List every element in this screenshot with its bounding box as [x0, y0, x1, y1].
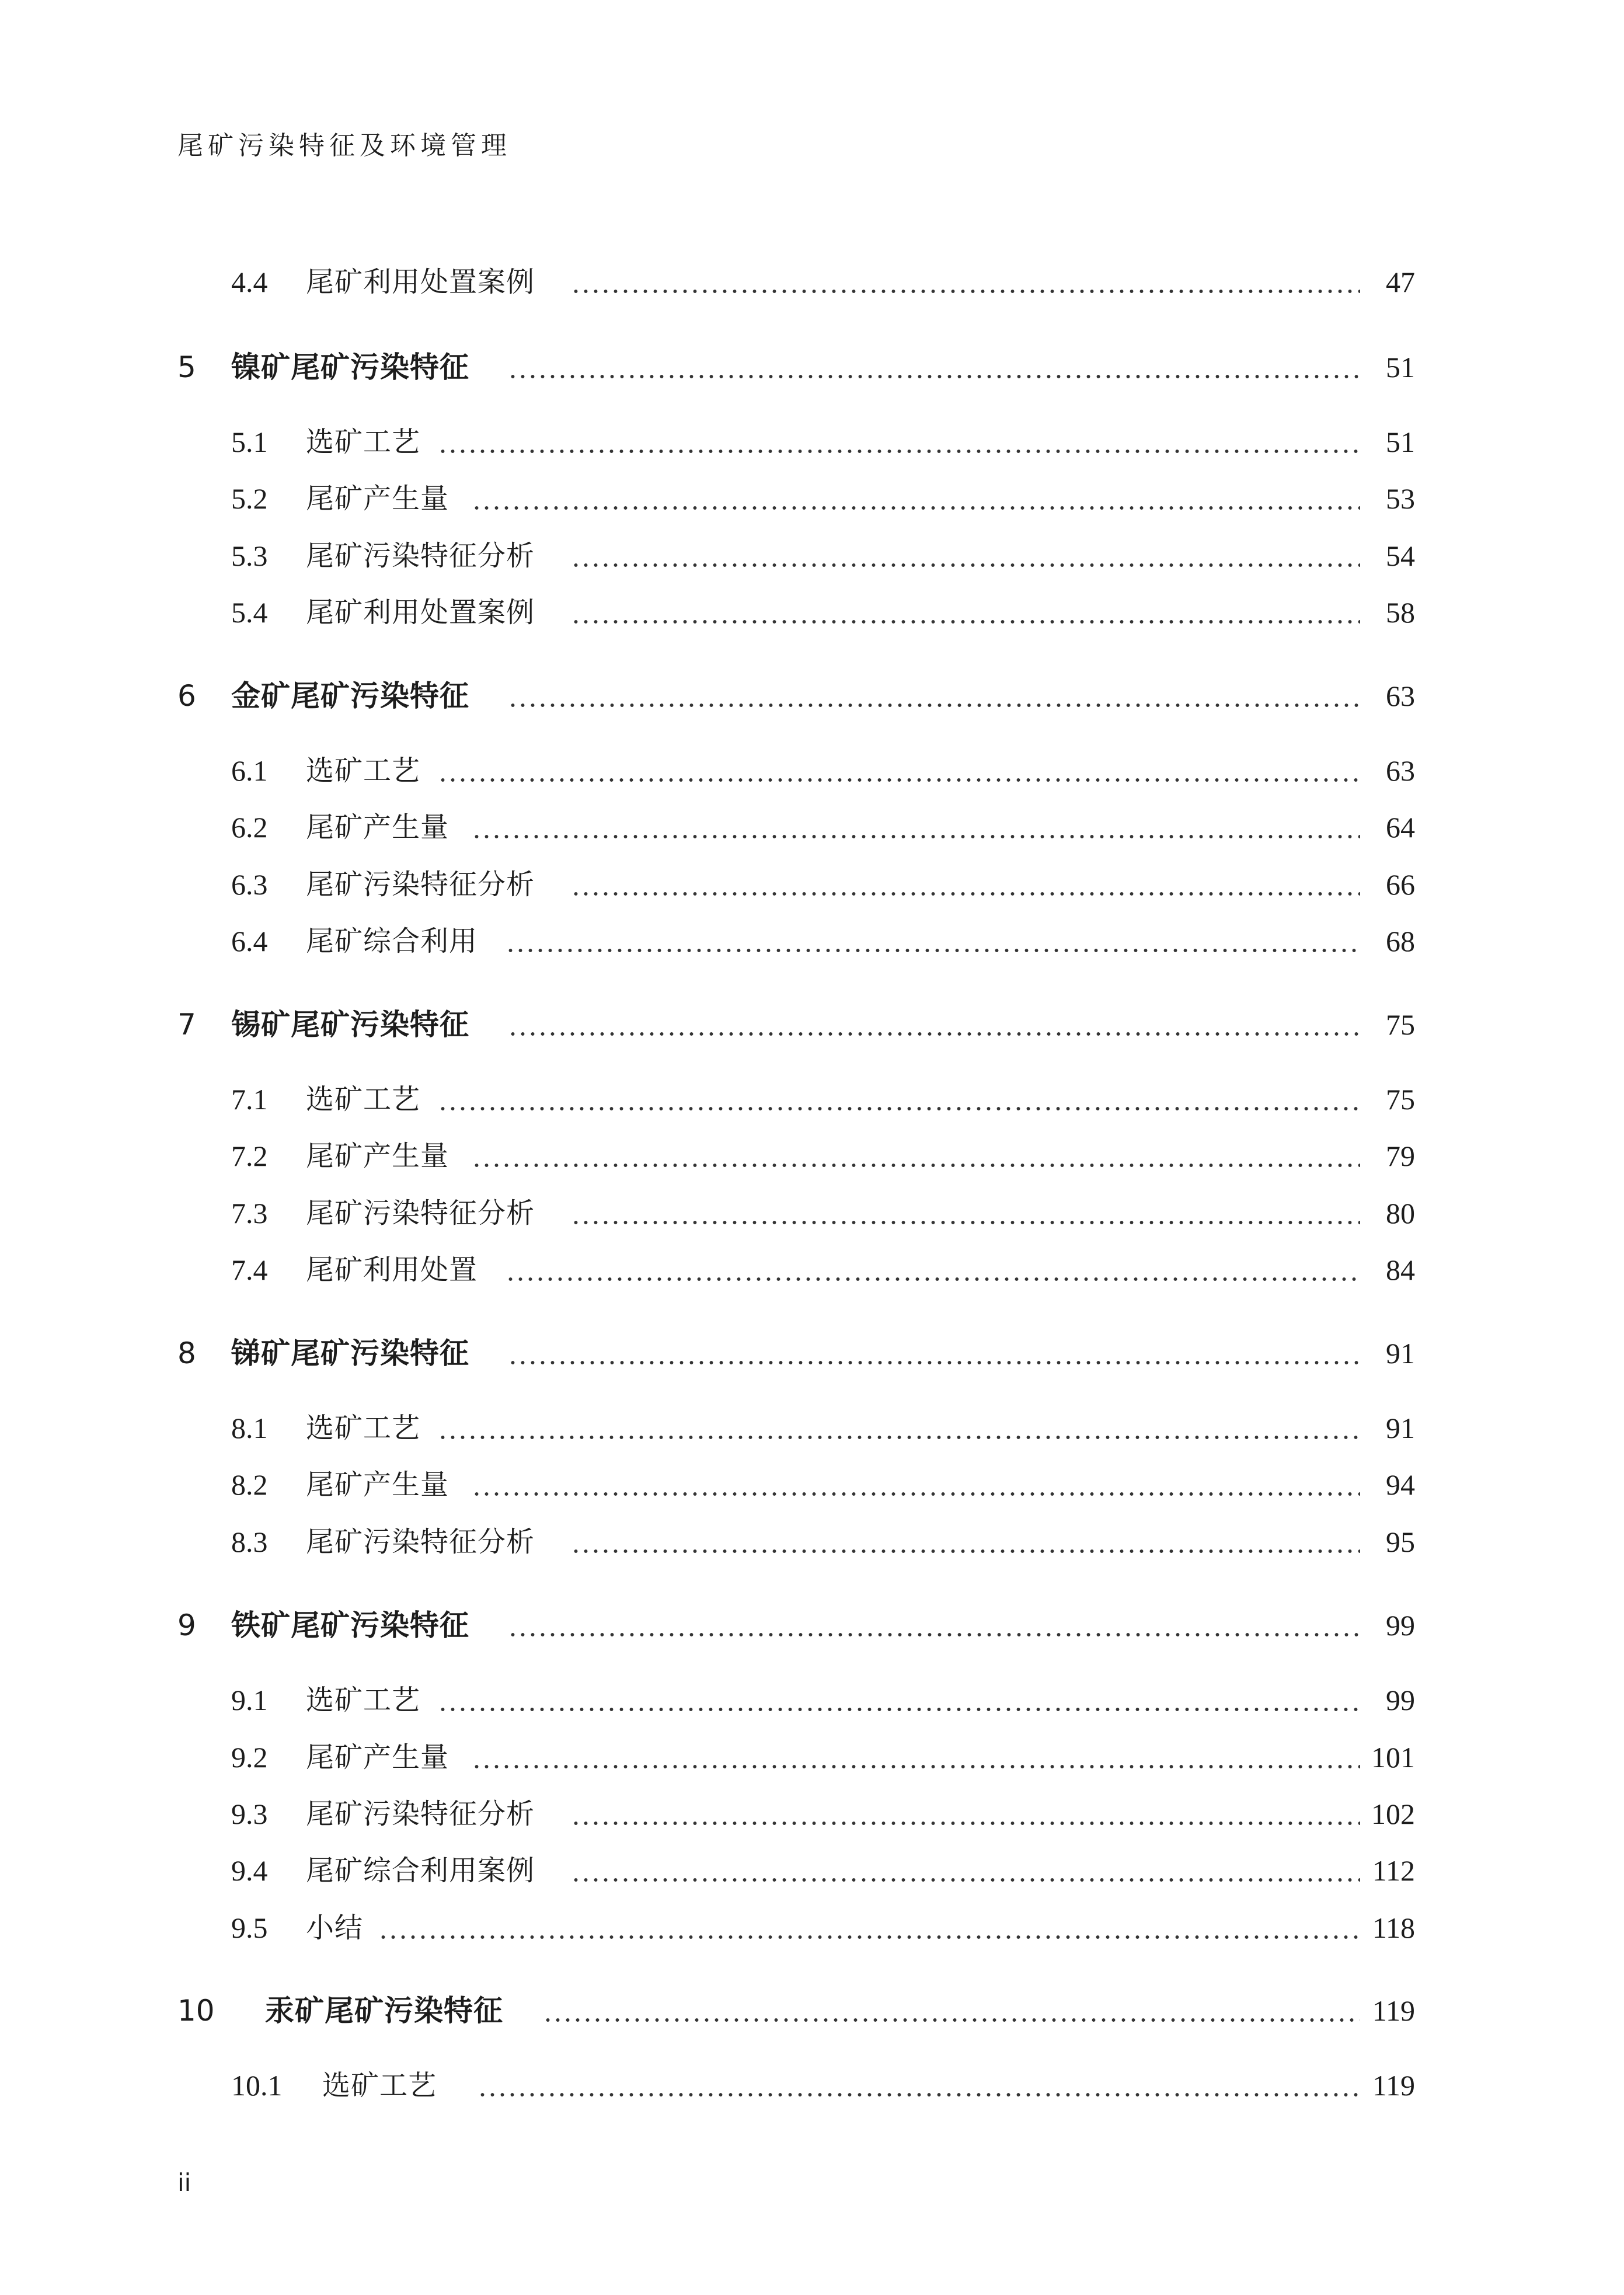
toc-entry-8-2[interactable]: [0, 1464, 1624, 1505]
toc-entry-number: 6.2: [231, 811, 268, 844]
toc-entry-title: 尾矿利用处置: [306, 1253, 478, 1286]
toc-entry-page: 54: [1386, 539, 1415, 572]
toc-entry-title: 尾矿利用处置案例: [306, 596, 535, 629]
toc-entry-number: 6.4: [231, 925, 268, 957]
toc-entry-number: 8.3: [231, 1526, 268, 1558]
toc-entry-title: 尾矿综合利用案例: [306, 1854, 535, 1887]
toc-entry-page: 51: [1386, 351, 1415, 384]
toc-entry-page: 95: [1386, 1526, 1415, 1558]
toc-entry-4-4[interactable]: [0, 262, 1624, 302]
page-number: ii: [177, 2168, 191, 2197]
toc-entry-title: 小结: [306, 1911, 364, 1944]
toc-entry-number: 8.2: [231, 1468, 268, 1501]
toc-dot-leader: [438, 754, 1360, 783]
toc-entry-7-2[interactable]: [0, 1136, 1624, 1176]
toc-entry-6-2[interactable]: [0, 807, 1624, 848]
toc-entry-8-3[interactable]: [0, 1521, 1624, 1562]
toc-entry-title: 尾矿污染特征分析: [306, 1526, 535, 1558]
toc-dot-leader: [508, 1608, 1360, 1638]
toc-dot-leader: [438, 1082, 1360, 1112]
toc-entry-number: 9.5: [231, 1911, 268, 1944]
toc-entry-5-4[interactable]: [0, 592, 1624, 633]
toc-chapter-title: 镍矿尾矿污染特征: [231, 350, 469, 384]
toc-entry-5-1[interactable]: [0, 422, 1624, 462]
toc-dot-leader: [472, 482, 1360, 511]
toc-entry-page: 84: [1386, 1253, 1415, 1286]
toc-entry-title: 尾矿综合利用: [306, 925, 478, 957]
toc-chapter-number: 6: [177, 679, 196, 713]
toc-entry-page: 91: [1386, 1337, 1415, 1370]
toc-entry-7-1[interactable]: [0, 1079, 1624, 1120]
toc-entry-5-3[interactable]: [0, 535, 1624, 576]
toc-entry-chapter-7[interactable]: [0, 1004, 1624, 1045]
toc-entry-page: 51: [1386, 426, 1415, 458]
toc-entry-number: 7.1: [231, 1083, 268, 1116]
toc-entry-title: 选矿工艺: [306, 754, 421, 787]
toc-entry-page: 101: [1371, 1741, 1415, 1774]
toc-entry-number: 8.1: [231, 1412, 268, 1444]
toc-dot-leader: [378, 1911, 1360, 1940]
toc-chapter-title: 锑矿尾矿污染特征: [231, 1336, 469, 1370]
toc-entry-9-3[interactable]: [0, 1793, 1624, 1834]
toc-dot-leader: [571, 265, 1360, 294]
toc-dot-leader: [571, 1196, 1360, 1225]
toc-dot-leader: [506, 1253, 1360, 1282]
toc-entry-title: 尾矿污染特征分析: [306, 868, 535, 901]
toc-entry-title: 尾矿产生量: [306, 1140, 449, 1172]
toc-entry-page: 112: [1372, 1854, 1415, 1887]
toc-entry-page: 79: [1386, 1140, 1415, 1172]
toc-entry-page: 66: [1386, 868, 1415, 901]
toc-entry-6-1[interactable]: [0, 750, 1624, 791]
toc-entry-page: 75: [1386, 1083, 1415, 1116]
toc-entry-number: 7.4: [231, 1253, 268, 1286]
toc-entry-page: 102: [1371, 1798, 1415, 1830]
toc-entry-chapter-6[interactable]: [0, 675, 1624, 716]
toc-dot-leader: [571, 1525, 1360, 1554]
toc-entry-number: 9.1: [231, 1684, 268, 1716]
toc-entry-chapter-10[interactable]: [0, 1990, 1624, 2031]
toc-entry-page: 47: [1386, 266, 1415, 298]
toc-chapter-title: 铁矿尾矿污染特征: [231, 1608, 469, 1642]
toc-dot-leader: [508, 1336, 1360, 1366]
toc-entry-chapter-5[interactable]: [0, 347, 1624, 388]
toc-dot-leader: [508, 1008, 1360, 1037]
toc-dot-leader: [571, 1854, 1360, 1883]
toc-dot-leader: [438, 1411, 1360, 1440]
toc-dot-leader: [508, 679, 1360, 708]
toc-dot-leader: [472, 810, 1360, 840]
toc-entry-8-1[interactable]: [0, 1408, 1624, 1448]
toc-entry-chapter-9[interactable]: [0, 1605, 1624, 1646]
toc-entry-title: 尾矿污染特征分析: [306, 539, 535, 572]
toc-entry-title: 选矿工艺: [322, 2069, 437, 2102]
toc-entry-page: 119: [1372, 2069, 1415, 2102]
toc-chapter-number: 10: [177, 1994, 215, 2028]
toc-entry-6-4[interactable]: [0, 921, 1624, 962]
toc-entry-page: 63: [1386, 680, 1415, 712]
toc-dot-leader: [472, 1139, 1360, 1168]
toc-chapter-title: 锡矿尾矿污染特征: [231, 1008, 469, 1042]
toc-entry-number: 7.3: [231, 1197, 268, 1230]
toc-entry-number: 5.1: [231, 426, 268, 458]
toc-entry-page: 63: [1386, 754, 1415, 787]
toc-entry-number: 4.4: [231, 266, 268, 298]
toc-entry-5-2[interactable]: [0, 478, 1624, 519]
toc-entry-page: 80: [1386, 1197, 1415, 1230]
toc-dot-leader: [571, 1797, 1360, 1826]
toc-dot-leader: [508, 350, 1360, 379]
toc-entry-number: 5.4: [231, 596, 268, 629]
toc-entry-10-1[interactable]: [0, 2065, 1624, 2106]
toc-dot-leader: [472, 1468, 1360, 1497]
toc-dot-leader: [571, 595, 1360, 625]
toc-entry-7-3[interactable]: [0, 1193, 1624, 1234]
toc-entry-page: 58: [1386, 596, 1415, 629]
toc-entry-7-4[interactable]: [0, 1249, 1624, 1290]
toc-entry-page: 119: [1372, 1994, 1415, 2027]
toc-entry-number: 5.2: [231, 482, 268, 515]
toc-entry-page: 118: [1372, 1911, 1415, 1944]
toc-entry-number: 6.1: [231, 754, 268, 787]
toc-entry-number: 6.3: [231, 868, 268, 901]
toc-entry-page: 94: [1386, 1468, 1415, 1501]
toc-chapter-number: 8: [177, 1336, 196, 1370]
toc-entry-title: 选矿工艺: [306, 1083, 421, 1116]
toc-chapter-number: 5: [177, 350, 196, 384]
toc-entry-9-5[interactable]: [0, 1907, 1624, 1948]
toc-entry-6-3[interactable]: [0, 864, 1624, 905]
toc-dot-leader: [472, 1740, 1360, 1770]
toc-dot-leader: [571, 868, 1360, 897]
toc-entry-title: 尾矿污染特征分析: [306, 1197, 535, 1230]
toc-dot-leader: [543, 1994, 1360, 2023]
toc-entry-page: 99: [1386, 1684, 1415, 1716]
toc-entry-title: 尾矿产生量: [306, 1468, 449, 1501]
toc-entry-page: 64: [1386, 811, 1415, 844]
toc-entry-9-4[interactable]: [0, 1850, 1624, 1891]
toc-chapter-title: 金矿尾矿污染特征: [231, 679, 469, 713]
toc-entry-page: 75: [1386, 1008, 1415, 1041]
toc-entry-page: 91: [1386, 1412, 1415, 1444]
toc-entry-title: 尾矿污染特征分析: [306, 1798, 535, 1830]
toc-entry-page: 99: [1386, 1609, 1415, 1642]
toc-entry-number: 9.2: [231, 1741, 268, 1774]
toc-entry-page: 68: [1386, 925, 1415, 957]
toc-entry-9-2[interactable]: [0, 1737, 1624, 1778]
toc-chapter-number: 7: [177, 1008, 196, 1042]
toc-dot-leader: [478, 2068, 1360, 2098]
toc-entry-title: 选矿工艺: [306, 1684, 421, 1716]
toc-entry-number: 9.3: [231, 1798, 268, 1830]
toc-entry-title: 尾矿产生量: [306, 811, 449, 844]
toc-entry-title: 尾矿产生量: [306, 482, 449, 515]
toc-dot-leader: [438, 425, 1360, 454]
toc-entry-9-1[interactable]: [0, 1680, 1624, 1721]
toc-entry-title: 选矿工艺: [306, 1412, 421, 1444]
toc-dot-leader: [571, 539, 1360, 568]
toc-entry-number: 10.1: [231, 2069, 283, 2102]
toc-entry-chapter-8[interactable]: [0, 1333, 1624, 1374]
toc-chapter-number: 9: [177, 1608, 196, 1642]
running-header-title: 尾矿污染特征及环境管理: [177, 131, 511, 161]
toc-chapter-title: 汞矿尾矿污染特征: [265, 1994, 503, 2028]
toc-dot-leader: [506, 924, 1360, 953]
toc-entry-number: 9.4: [231, 1854, 268, 1887]
toc-dot-leader: [438, 1683, 1360, 1712]
toc-entry-number: 7.2: [231, 1140, 268, 1172]
toc-entry-title: 选矿工艺: [306, 426, 421, 458]
toc-entry-title: 尾矿利用处置案例: [306, 266, 535, 298]
toc-entry-page: 53: [1386, 482, 1415, 515]
toc-entry-title: 尾矿产生量: [306, 1741, 449, 1774]
toc-entry-number: 5.3: [231, 539, 268, 572]
